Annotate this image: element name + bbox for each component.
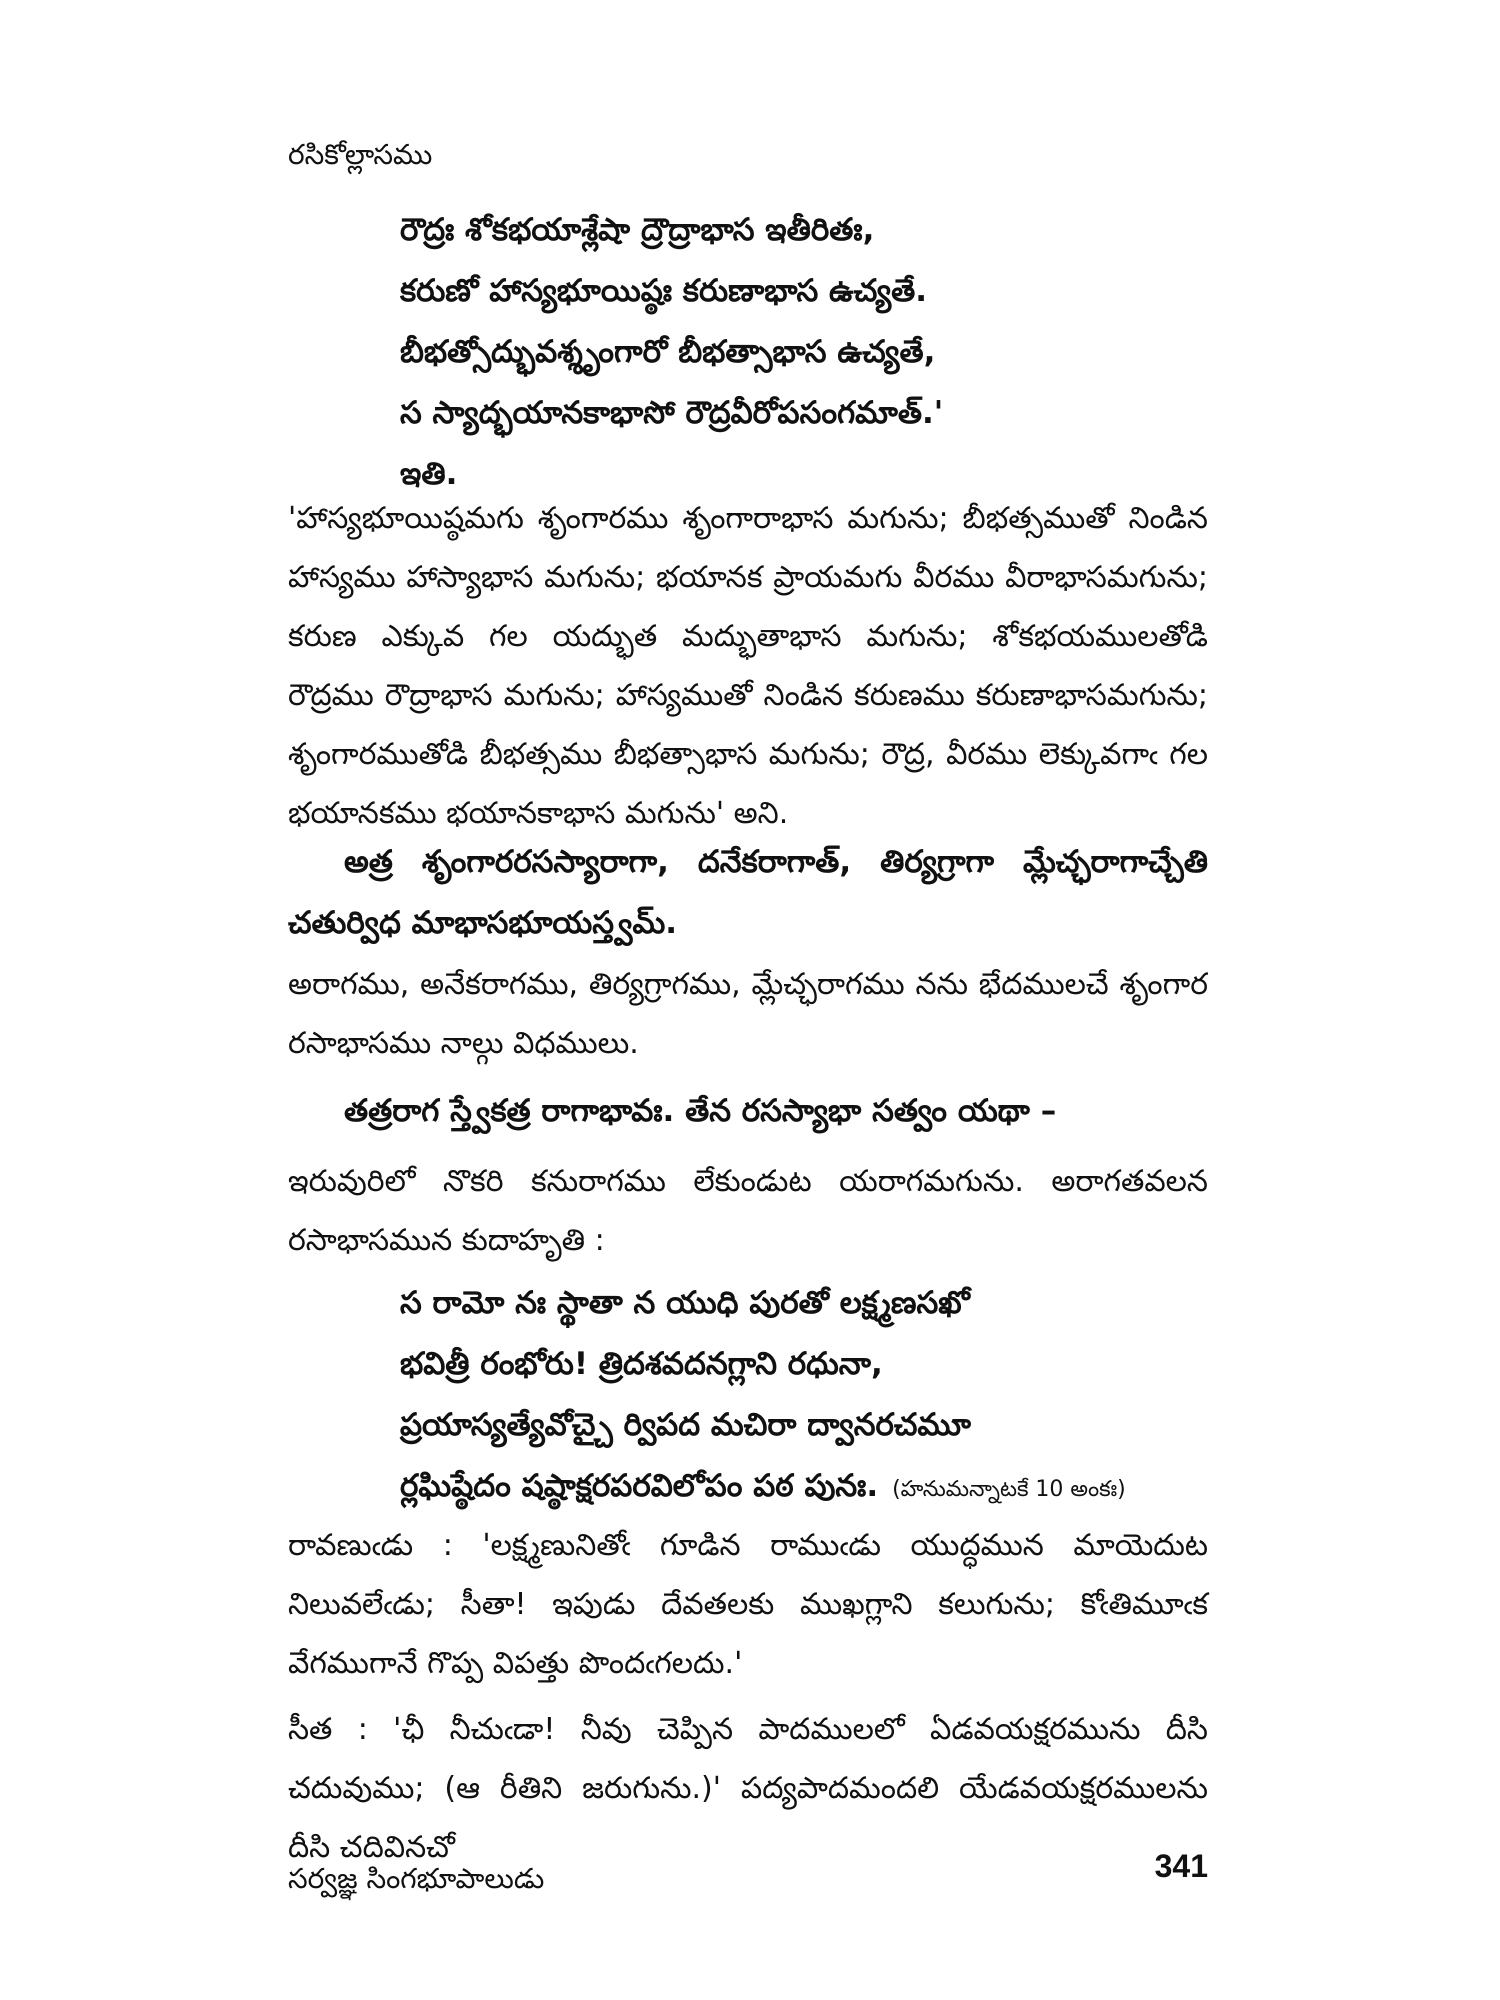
translation-paragraph-1: 'హాస్యభూయిష్ఠమగు శృంగారము శృంగారాభాస మగును; బీభత్సముతో నిండిన హాస్యము హాస్యాభాస మగును; భయానక ప్రాయమగు వీరము వీరాభాసమగును; కరుణ ఎక్కువ గల యద్భుత మద్భుతాభాస మగును; శోకభయములతోడి రౌద్రము రౌద్రాభాస మగును; హాస్యముతో నిండిన కరుణము కరుణాభాసమగును; శృంగారముతోడి బీభత్సము బీభత్సాభాస మగును; రౌద్ర, వీరము లెక్కువగాఁ గల భయానకము భయానకాభాస మగును' అని. <box>288 501 1208 831</box>
translation-paragraph-5: సీత : 'ఛీ నీచుఁడా! నీవు చెప్పిన పాదములలో ఏడవయక్షరమును దీసి చదువుము; (ఆ రీతిని జరుగును.)' పద్యపాదమందలి యేడవయక్షరములను దీసి చదివినచో <box>288 1712 1208 1865</box>
verse-line: ప్రయాస్యత్యేవోచ్చై ర్విపద మచిరా ద్వానరచమూ <box>400 1407 971 1443</box>
verse-line: బీభత్సోద్భువశ్శృంగారో బీభత్సాభాస ఉచ్యతే, <box>400 334 936 370</box>
running-header: రసికోల్లాసము <box>288 138 433 171</box>
verse-block-1 <box>400 200 943 505</box>
verse-line: కరుణో హాస్యభూయిష్ఠః కరుణాభాస ఉచ్యతే. <box>400 273 928 309</box>
verse-line: స స్యాద్భయానకాభాసో రౌద్రవీరోపసంగమాత్.' <box>400 395 944 431</box>
sanskrit-paragraph-1: అత్ర శృంగారరసస్యారాగా, దనేకరాగాత్, తిర్యగ్రాగా మ్లేచ్ఛరాగాచ్చేతి చతుర్విధ మాభాసభూయస్త్వమ్. <box>288 844 1208 941</box>
verse-line: ఇతి. <box>400 456 458 492</box>
verse-reference: (హనుమన్నాటకే 10 అంకః) <box>892 1477 1126 1502</box>
translation-paragraph-2: అరాగము, అనేకరాగము, తిర్యగ్రాగము, మ్లేచ్ఛరాగము నను భేదములచే శృంగార రసాభాసము నాల్గు విధములు. <box>288 967 1208 1061</box>
verse-line: రౌద్రః శోకభయాశ్లేషా ద్రౌద్రాభాస ఇతీరితః, <box>400 212 875 248</box>
sanskrit-paragraph-2: తత్రరాగ స్త్వేకత్ర రాగాభావః. తేన రసస్యాభా సత్వం యథా – <box>344 1093 1057 1129</box>
verse-line: స రామో నః స్థాతా న యుధి పురతో లక్ష్మణసఖో <box>400 1285 970 1321</box>
footer-author: సర్వజ్ఞ సింగభూపాలుడు <box>288 1862 545 1895</box>
translation-paragraph-3: ఇరువురిలో నొకరి కనురాగము లేకుండుట యరాగమగును. అరాగతవలన రసాభాసమున కుదాహృతి : <box>288 1164 1208 1258</box>
verse-line-text: ర్లఘిష్ఠేదం షష్ఠాక్షరపరవిలోపం పఠ పునః. <box>400 1468 879 1504</box>
verse-line <box>400 1456 1126 1517</box>
page-number: 341 <box>1154 1848 1208 1884</box>
translation-paragraph-4: రావణుఁడు : 'లక్ష్మణునితోఁ గూడిన రాముఁడు యుద్ధమున మాయెదుట నిలువలేఁడు; సీతా! ఇపుడు దేవతలకు ముఖగ్లాని కలుగును; కోఁతిమూఁక వేగముగానే గొప్ప విపత్తు పొందఁగలదు.' <box>288 1528 1208 1681</box>
verse-line: భవిత్రీ రంభోరు! త్రిదశవదనగ్లాని రధునా, <box>400 1346 883 1382</box>
verse-block-2 <box>400 1273 1126 1517</box>
